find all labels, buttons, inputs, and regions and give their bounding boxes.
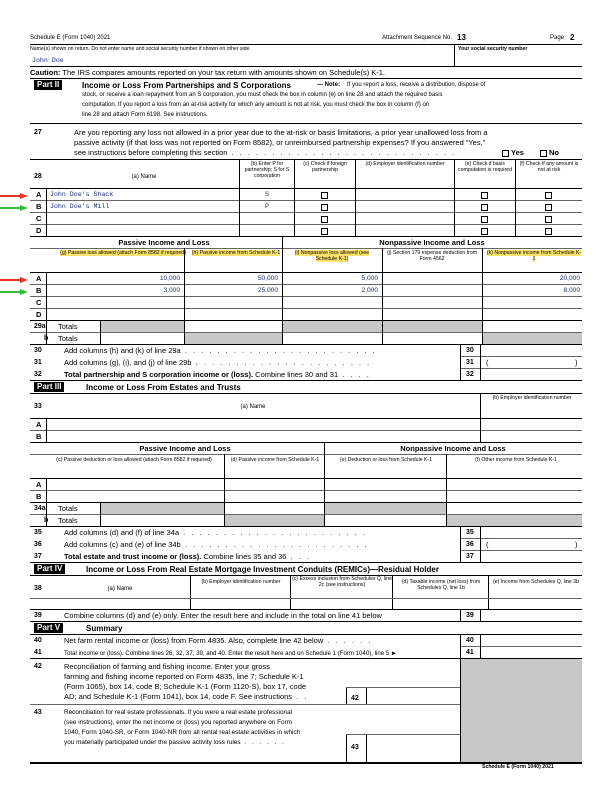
line-29a-label: Totals xyxy=(58,322,78,331)
line-35-text: Add columns (d) and (f) of line 34a xyxy=(64,528,180,537)
line-33-number: 33 xyxy=(34,403,42,410)
col-e-header: (e) Check if basis computation is required xyxy=(458,161,512,173)
row-a-col-i-field[interactable]: 5,000 xyxy=(361,275,378,282)
row-a-col-h-field[interactable]: 50,000 xyxy=(257,275,278,282)
line-29a-number: 29a xyxy=(34,323,46,330)
line-31-number: 31 xyxy=(34,359,42,366)
row-b-col-k-field[interactable]: 8,000 xyxy=(563,287,580,294)
names-label: Name(s) shown on return. Do not enter name and social security number if shown on other side. xyxy=(30,46,251,52)
red-arrow-row-a xyxy=(0,193,28,199)
line-43-text-1: Reconciliation for real estate professionals. If you were a real estate professional xyxy=(64,709,293,716)
line-40-number: 40 xyxy=(34,637,42,644)
row-a-at-risk-checkbox[interactable] xyxy=(545,192,552,199)
line-42-text-4: AD; and Schedule K-1 (Form 1041), box 14, code F. See instructions xyxy=(64,692,293,701)
line-37-number: 37 xyxy=(34,553,42,560)
col-b-header: (b) Enter P for partnership; S for S corporation xyxy=(244,161,290,179)
line-43-text-3: 1040, Form 1040-SR, or Form 1040-NR from all rental real estate activities in which xyxy=(64,729,301,736)
col-c-header: (c) Check if foreign partnership xyxy=(303,161,347,173)
col-g-header: (g) Passive loss allowed (attach Form 8582 if required) xyxy=(60,250,186,256)
line-43-text-2: (see instructions), enter the net income or (loss) you reported anywhere on Form xyxy=(64,719,293,726)
line-36-number: 36 xyxy=(34,541,42,548)
line-27-text-3: see instructions before completing this section xyxy=(74,148,228,157)
line-41-box-number: 41 xyxy=(466,649,474,656)
part-5-title: Summary xyxy=(86,624,123,633)
line-38-number: 38 xyxy=(34,585,42,592)
line-32-text-b: Combine lines 30 and 31 xyxy=(255,370,339,379)
line-31-box-number: 31 xyxy=(466,359,474,366)
line-27-text-2: passive activity (if that loss was not reported on Form 8582), or unreimbursed partnership expenses? If you answered “Yes,” xyxy=(74,138,486,147)
part-2-note-line-3: computation. If you report a loss from an at-risk activity for which any amount is not at risk, you must check the box in column (f) on xyxy=(82,102,430,108)
line-39-number: 39 xyxy=(34,612,42,619)
line-34b-number: b xyxy=(44,517,49,524)
p3-amt-row-b-letter: B xyxy=(36,492,42,501)
line-27-yes-checkbox[interactable] xyxy=(502,150,509,157)
row-a-col-g-field[interactable]: 10,000 xyxy=(159,275,180,282)
line-29b-number: b xyxy=(44,335,49,342)
p3-col-c-header: (c) Passive deduction or loss allowed (attach Form 8582 if required) xyxy=(56,457,212,463)
col-h-header: (h) Passive income from Schedule K-1 xyxy=(191,250,281,256)
part-3-badge: Part III xyxy=(34,382,64,392)
line-34a-number: 34a xyxy=(34,505,46,512)
row-c-at-risk-checkbox[interactable] xyxy=(545,216,552,223)
line-37-text: Total estate and trust income or (loss). xyxy=(64,552,202,561)
line-27-yes-label: Yes xyxy=(511,148,524,157)
row-b-foreign-checkbox[interactable] xyxy=(321,204,328,211)
part-5-badge: Part V xyxy=(34,623,63,633)
amt-row-c-letter: C xyxy=(36,298,42,307)
footer-form-title: Schedule E (Form 1040) 2021 xyxy=(482,764,554,770)
p3-row-b-letter: B xyxy=(36,432,42,441)
line-42-text-2: farming and fishing income reported on Form 4835, line 7; Schedule K-1 xyxy=(64,672,304,681)
line-39-box-number: 39 xyxy=(466,612,474,619)
caution-label: Caution: xyxy=(30,68,61,77)
col-d-header: (d) Employer identification number xyxy=(365,161,445,167)
form-title: Schedule E (Form 1040) 2021 xyxy=(30,35,111,41)
line-30-box-number: 30 xyxy=(466,347,474,354)
row-b-basis-checkbox[interactable] xyxy=(481,204,488,211)
row-b-col-h-field[interactable]: 25,000 xyxy=(257,287,278,294)
p4-col-d-header: (d) Taxable income (net loss) from Schedules Q, line 1b xyxy=(401,579,481,591)
line-43-number: 43 xyxy=(34,709,42,716)
p3-nonpassive-header: Nonpassive Income and Loss xyxy=(400,444,506,453)
attachment-number: 13 xyxy=(457,33,466,42)
row-b-name-field[interactable]: John Doe's Mill xyxy=(50,203,110,210)
col-k-header: (k) Nonpassive income from Schedule K-1 xyxy=(486,250,582,262)
row-a-col-k-field[interactable]: 20,000 xyxy=(559,275,580,282)
part-3-title: Income or Loss From Estates and Trusts xyxy=(86,383,241,392)
line-27-number: 27 xyxy=(34,129,42,136)
col-f-header: (f) Check if any amount is not at risk xyxy=(519,161,579,173)
p4-col-c-header: (c) Excess inclusion from Schedules Q, line 2c (see instructions) xyxy=(292,576,392,588)
line-42-text-1: Reconciliation of farming and fishing income. Enter your gross xyxy=(64,662,270,671)
line-43-text-4: you materially participated under the passive activity loss rules xyxy=(64,739,241,746)
line-39-text: Combine columns (d) and (e) only. Enter the result here and include in the total on line 41 below xyxy=(64,611,382,620)
row-d-at-risk-checkbox[interactable] xyxy=(545,228,552,235)
row-d-basis-checkbox[interactable] xyxy=(481,228,488,235)
row-d-letter: D xyxy=(36,226,42,235)
amt-row-d-letter: D xyxy=(36,310,42,319)
page-number: 2 xyxy=(570,33,575,42)
p3-col-b-header: (b) Employer identification number xyxy=(492,395,572,401)
row-a-basis-checkbox[interactable] xyxy=(481,192,488,199)
line-30-text: Add columns (h) and (k) of line 29a xyxy=(64,346,181,355)
red-arrow-amount-row-a xyxy=(0,277,28,283)
p3-passive-header: Passive Income and Loss xyxy=(139,444,231,453)
part-4-badge: Part IV xyxy=(34,564,65,574)
line-31-text: Add columns (g), (i), and (j) of line 29b xyxy=(64,358,192,367)
row-b-col-i-field[interactable]: 2,000 xyxy=(361,287,378,294)
p3-amt-row-a-letter: A xyxy=(36,480,42,489)
p4-col-b-header: (b) Employer identification number xyxy=(201,579,281,585)
row-a-foreign-checkbox[interactable] xyxy=(321,192,328,199)
row-b-col-g-field[interactable]: 3,000 xyxy=(163,287,180,294)
schedule-e-page-2: Schedule E (Form 1040) 2021 Attachment Sequence No. 13 Page 2 Name(s) shown on return. Do not enter name and social security number if shown on other side. Your social security number John Doe Caution: The IRS compares amounts reported on your tax return with amounts shown on Schedule(s) K-1. Part II Income or Loss From Partnerships and S Corporations — Note: If you report a loss, receive a distribution, dispose of stock, or receive a loan repayment from an S corporation, you must check the box in column (e) on line 28 and attach the required basis computation. If you report a loss from an at-risk activity for which any amount is not at risk, you must check the box in column (f) on line 28 and attach Form 6198. See instructions. 27 Are you reporting any loss not allowed in a prior year due to the at-risk or basis limitations, a prior year unallowed loss from a passive activity (if that loss was not reported on Form 8582), or unreimbursed partnership expenses? If you answered “Yes,” see instructions before completing this section . . . . . . . . . . . . . . . . . . . . . . . . . . . . Yes No 28 (a) Name (b) Enter P for partnership; S for S corporation (c) Check if foreign partnership (d) Employer identification number (e) Check if basis computation is required (f) Check if any amount is not at risk A John Doe's Shack S B John Doe's Mill P C D Passive Income and Loss Nonpassive Income and Loss (g) Passive loss allowed (attach Form 8582 if required) (h) Passive income from Schedule K-1 (i) Nonpassive loss allowed (see Schedule K-1) (j) Section 179 expense deduction from Form 4562 (k) Nonpassive income from Schedule K-1 A 10,000 50,000 5,000 20,000 B 3,000 25,000 2,000 8,000 C D 29a Totals b Totals 30 Add columns (h) and (k) of line 29a . . . . . . . . . . . . . . . . . . . . . . . . 30 31 Add columns (g), (i), and (j) of line 29b . . . . . . . . . . . . . . . . . . . . . . 31 ( ) 32 Total partnership and S corporation income or (loss). Combine lines 30 and 31 . . . . 32 Part III Income or Loss From Estates and Trusts 33 (a) Name (b) Employer identification number A B Passive Income and Loss Nonpassive Income and Loss (c) Passive deduction or loss allowed (attach Form 8582 if required) (d) Passive income from Schedule K-1 (e) Deduction or loss from Schedule K-1 (f) Other income from Schedule K-1 A B 34a Totals b Totals 35 Add columns (d) and (f) of line 34a . . . . . . . . . . . . . . . . . . . . . . . 35 36 Add columns (c) and (e) of line 34b . . . . . . . . . . . . . . . . . . . . . . . 36 ( ) 37 Total estate and trust income or (loss). Combine lines 35 and 36 . . . 37 Part IV Income or Loss From Real Estate Mortgage Investment Conduits (REMICs)—Residual Holder 38 (a) Name (b) Employer identification number (c) Excess inclusion from Schedules Q, line 2c (see instructions) (d) Taxable income (net loss) from Schedules Q, line 1b (e) Income from Schedules Q, line 3b 39 Combine columns (d) and (e) only. Enter the result here and include in the total on line 41 below 39 Part V Summary 40 Net farm rental income or (loss) from Form 4835. Also, complete line 42 below . . . . . . 40 41 Total income or (loss). Combine lines 26, 32, 37, 39, and 40. Enter the result here and on Schedule 1 (Form 1040), line 5 ► 41 42 Reconciliation of farming and fishing income. Enter your gross farming and fishing income reported on Form 4835, line 7; Schedule K-1 (Form 1065), box 14, code B; Schedule K-1 (Form 1120-S), box 17, code AD; and Schedule K-1 (Form 1041), box 14, code F. See instructions . . 42 43 Reconciliation for real estate professionals. If you were a real estate professional (see instructions), enter the net income or (loss) you reported anywhere on Form 1040, Form 1040-SR, or Form 1040-NR from all rental real estate activities in which you materially participated under the passive activity loss rules . . . . . . 43 Schedule E (Form 1040) 2021 xyxy=(30,33,582,770)
row-c-basis-checkbox[interactable] xyxy=(481,216,488,223)
line-27-text-1: Are you reporting any loss not allowed in a prior year due to the at-risk or basis limitations, a prior year unallowed loss from a xyxy=(74,128,488,137)
line-34a-label: Totals xyxy=(58,504,78,513)
row-b-letter: B xyxy=(36,202,42,211)
line-37-box-number: 37 xyxy=(466,553,474,560)
line-41-text: Total income or (loss). Combine lines 26, 32, 37, 39, and 40. Enter the result here and on Schedule 1 (Form 1040), line 5 xyxy=(64,650,390,657)
p4-col-a-header: (a) Name xyxy=(107,586,133,592)
line-34b-label: Totals xyxy=(58,516,78,525)
taxpayer-name-field[interactable]: John Doe xyxy=(32,57,64,64)
row-c-foreign-checkbox[interactable] xyxy=(321,216,328,223)
p3-col-e-header: (e) Deduction or loss from Schedule K-1 xyxy=(339,457,433,463)
part-4-title: Income or Loss From Real Estate Mortgage Investment Conduits (REMICs)—Residual Holder xyxy=(86,565,439,574)
part-2-badge: Part II xyxy=(34,80,62,90)
line-36-box-number: 36 xyxy=(466,541,474,548)
row-d-foreign-checkbox[interactable] xyxy=(321,228,328,235)
line-42-number: 42 xyxy=(34,663,42,670)
line-42-text-3: (Form 1065), box 14, code B; Schedule K-1 (Form 1120-S), box 17, code xyxy=(64,682,307,691)
col-a-header: (a) Name xyxy=(131,174,157,180)
line-35-number: 35 xyxy=(34,529,42,536)
caution-text: The IRS compares amounts reported on your tax return with amounts shown on Schedule(s) K-1. xyxy=(62,68,386,77)
p3-col-f-header: (f) Other income from Schedule K-1 xyxy=(475,457,557,463)
row-c-letter: C xyxy=(36,214,42,223)
line-43-box-number: 43 xyxy=(351,744,359,751)
part-2-note-label: Note: xyxy=(324,82,341,88)
line-32-text: Total partnership and S corporation income or (loss). xyxy=(64,370,254,379)
row-b-at-risk-checkbox[interactable] xyxy=(545,204,552,211)
part-2-note-line-1: If you report a loss, receive a distribution, dispose of xyxy=(347,82,486,88)
line-27-no-checkbox[interactable] xyxy=(540,150,547,157)
line-29b-label: Totals xyxy=(58,334,78,343)
col-i-header: (i) Nonpassive loss allowed (see Schedule K-1) xyxy=(294,250,370,262)
part-2-title: Income or Loss From Partnerships and S Corporations xyxy=(82,81,291,90)
green-arrow-amount-row-b xyxy=(0,289,28,295)
row-a-name-field[interactable]: John Doe's Shack xyxy=(50,191,114,198)
line-32-number: 32 xyxy=(34,371,42,378)
line-41-number: 41 xyxy=(34,649,42,656)
green-arrow-row-b xyxy=(0,205,28,211)
row-a-type-field[interactable]: S xyxy=(265,191,269,198)
line-37-text-b: Combine lines 35 and 36 xyxy=(203,552,287,561)
line-27-no-label: No xyxy=(549,148,559,157)
line-32-box-number: 32 xyxy=(466,371,474,378)
row-b-type-field[interactable]: P xyxy=(265,203,269,210)
nonpassive-header: Nonpassive Income and Loss xyxy=(379,238,485,247)
p4-col-e-header: (e) Income from Schedules Q, line 3b xyxy=(493,579,579,585)
row-a-letter: A xyxy=(36,190,42,199)
line-40-box-number: 40 xyxy=(466,637,474,644)
line-28-number: 28 xyxy=(34,173,42,180)
p3-col-a-header: (a) Name xyxy=(240,404,266,410)
p3-col-d-header: (d) Passive income from Schedule K-1 xyxy=(230,457,320,463)
line-30-number: 30 xyxy=(34,347,42,354)
part-2-note-line-4: line 28 and attach Form 6198. See instructions. xyxy=(82,112,208,118)
p3-row-a-letter: A xyxy=(36,420,42,429)
amt-row-a-letter: A xyxy=(36,274,42,283)
col-j-header: (j) Section 179 expense deduction from Form 4562 xyxy=(386,250,478,262)
line-35-box-number: 35 xyxy=(466,529,474,536)
passive-header: Passive Income and Loss xyxy=(118,238,210,247)
part-2-note-line-2: stock, or receive a loan repayment from an S corporation, you must check the box in column (e) on line 28 and attach the required basis xyxy=(82,92,443,98)
line-40-text: Net farm rental income or (loss) from Form 4835. Also, complete line 42 below xyxy=(64,636,324,645)
attachment-label: Attachment Sequence No. xyxy=(382,35,453,41)
page-label: Page xyxy=(550,35,565,41)
ssn-label: Your social security number xyxy=(458,46,528,52)
line-36-text: Add columns (c) and (e) of line 34b xyxy=(64,540,181,549)
line-42-box-number: 42 xyxy=(351,695,359,702)
amt-row-b-letter: B xyxy=(36,286,42,295)
